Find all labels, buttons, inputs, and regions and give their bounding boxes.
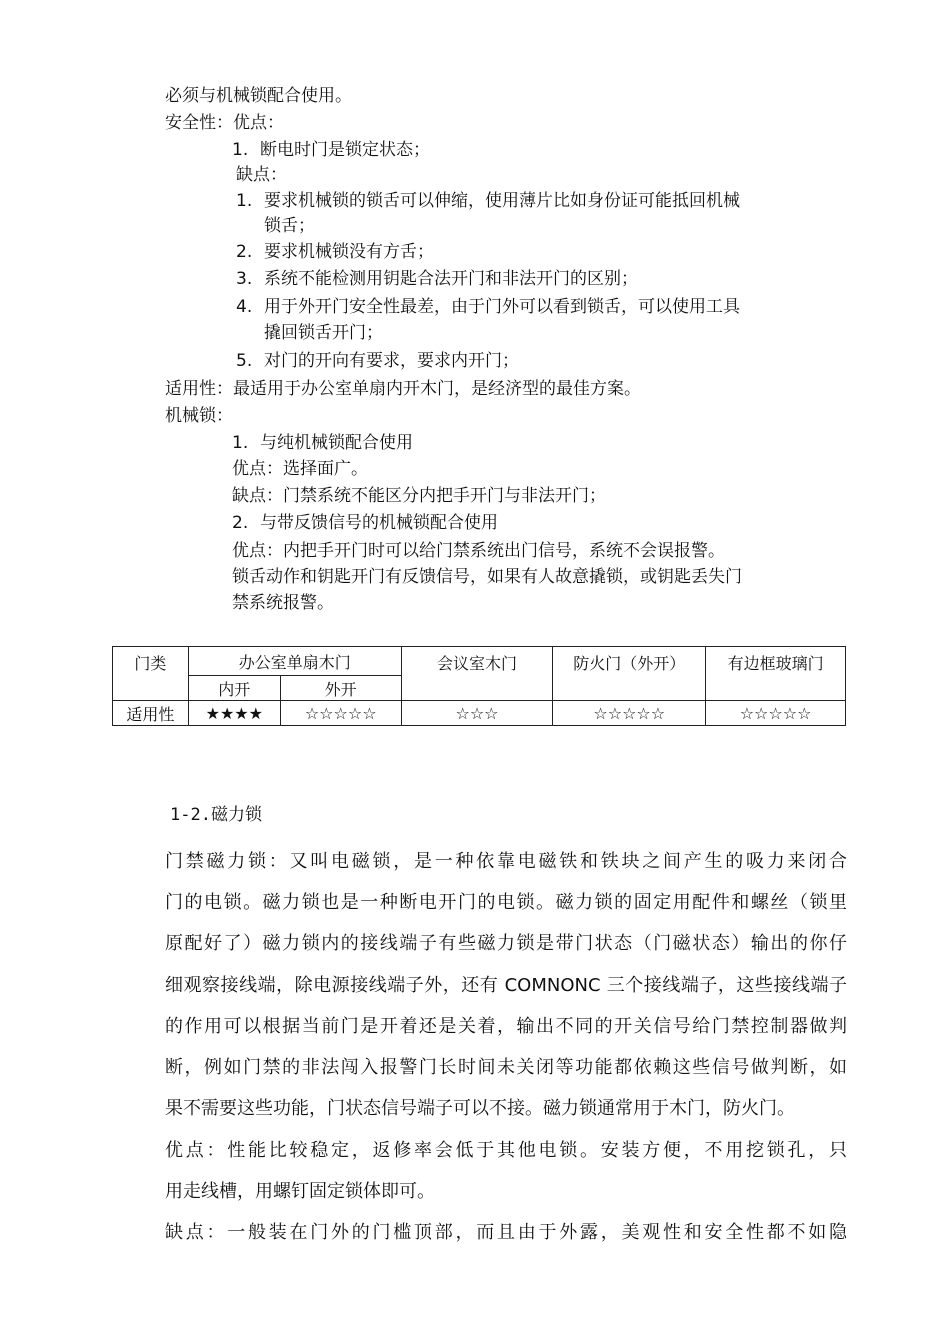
rating-fire: ☆☆☆☆☆ <box>553 701 706 726</box>
fire-door-header: 防火门（外开） <box>553 647 706 701</box>
item-text: 与带反馈信号的机械锁配合使用 <box>260 513 498 533</box>
disadvantage-line: 缺点：门禁系统不能区分内把手开门与非法开门； <box>232 486 606 506</box>
paragraph-line: 原配好了）磁力锁内的接线端子有些磁力锁是带门状态（门磁状态）输出的你仔 <box>165 933 847 954</box>
paragraph-line: 门的电锁。磁力锁也是一种断电开门的电锁。磁力锁的固定用配件和螺丝（锁里 <box>165 892 847 913</box>
advantage-line: 优点：选择面广。 <box>232 459 368 479</box>
advantage-line: 优点：内把手开门时可以给门禁系统出门信号，系统不会误报警。 <box>232 541 725 561</box>
item-number: 1. <box>232 140 249 160</box>
item-number: 3. <box>236 269 253 289</box>
door-type-header: 门类 <box>113 647 189 701</box>
paragraph-line: 果不需要这些功能，门状态信号端子可以不接。磁力锁通常用于木门，防火门。 <box>165 1098 795 1119</box>
item-number: 1. <box>236 191 253 211</box>
mechanical-lock-heading: 机械锁： <box>165 406 233 426</box>
outward-header: 外开 <box>280 676 401 701</box>
disadvantage-label: 缺点： <box>236 165 287 185</box>
disadvantage-item <box>236 350 519 372</box>
rating-inward: ★★★★ <box>188 701 280 726</box>
inward-header: 内开 <box>188 676 280 701</box>
item-number: 2. <box>232 513 249 533</box>
mechanical-item <box>232 432 413 454</box>
item-text: 对门的开向有要求，要求内开门； <box>264 351 519 371</box>
advantage-item <box>232 139 430 161</box>
rating-outward: ☆☆☆☆☆ <box>280 701 401 726</box>
paragraph-line: 的作用可以根据当前门是开着还是关着，输出不同的开关信号给门禁控制器做判 <box>165 1016 847 1037</box>
feedback-line: 锁舌动作和钥匙开门有反馈信号，如果有人故意撬锁，或钥匙丢失门 <box>232 567 742 587</box>
security-heading: 安全性：优点： <box>165 113 284 133</box>
table-row <box>113 701 846 726</box>
item-text: 系统不能检测用钥匙合法开门和非法开门的区别； <box>264 269 638 289</box>
mechanical-item <box>232 512 498 534</box>
disadvantage-item <box>236 241 434 263</box>
item-text: 与纯机械锁配合使用 <box>260 433 413 453</box>
item-continuation: 撬回锁舌开门； <box>264 323 383 343</box>
glass-door-header: 有边框玻璃门 <box>706 647 846 701</box>
disadvantage-item <box>236 268 638 290</box>
rating-glass: ☆☆☆☆☆ <box>706 701 846 726</box>
paragraph-line: 细观察接线端，除电源接线端子外，还有 COMNONC 三个接线端子，这些接线端子 <box>165 975 847 996</box>
suitability-line: 适用性：最适用于办公室单扇内开木门，是经济型的最佳方案。 <box>165 379 641 399</box>
table-header-row <box>113 647 846 676</box>
paragraph-line: 门禁磁力锁：又叫电磁锁，是一种依靠电磁铁和铁块之间产生的吸力来闭合 <box>165 851 847 872</box>
paragraph-line: 优点：性能比较稳定，返修率会低于其他电锁。安装方便，不用挖锁孔，只 <box>165 1140 847 1161</box>
item-text: 用于外开门安全性最差，由于门外可以看到锁舌，可以使用工具 <box>264 297 740 317</box>
meeting-door-header: 会议室木门 <box>401 647 553 701</box>
item-number: 2. <box>236 242 253 262</box>
item-text: 要求机械锁的锁舌可以伸缩，使用薄片比如身份证可能抵回机械 <box>264 191 740 211</box>
suitability-label: 适用性 <box>113 701 189 726</box>
rating-meeting: ☆☆☆ <box>401 701 553 726</box>
item-continuation: 锁舌； <box>264 216 315 236</box>
section-heading: 1-2.磁力锁 <box>170 805 262 825</box>
feedback-line: 禁系统报警。 <box>232 593 334 613</box>
disadvantage-item <box>236 190 740 212</box>
intro-line: 必须与机械锁配合使用。 <box>165 86 352 106</box>
paragraph-line: 缺点：一般装在门外的门槛顶部，而且由于外露，美观性和安全性都不如隐 <box>165 1222 847 1243</box>
door-suitability-table <box>112 646 846 726</box>
item-text: 断电时门是锁定状态； <box>260 140 430 160</box>
item-number: 4. <box>236 297 253 317</box>
item-number: 5. <box>236 351 253 371</box>
item-number: 1. <box>232 433 249 453</box>
item-text: 要求机械锁没有方舌； <box>264 242 434 262</box>
paragraph-line: 用走线槽，用螺钉固定锁体即可。 <box>165 1181 435 1202</box>
disadvantage-item <box>236 296 740 318</box>
paragraph-line: 断，例如门禁的非法闯入报警门长时间未关闭等功能都依赖这些信号做判断，如 <box>165 1057 847 1078</box>
office-door-header: 办公室单扇木门 <box>188 647 401 676</box>
